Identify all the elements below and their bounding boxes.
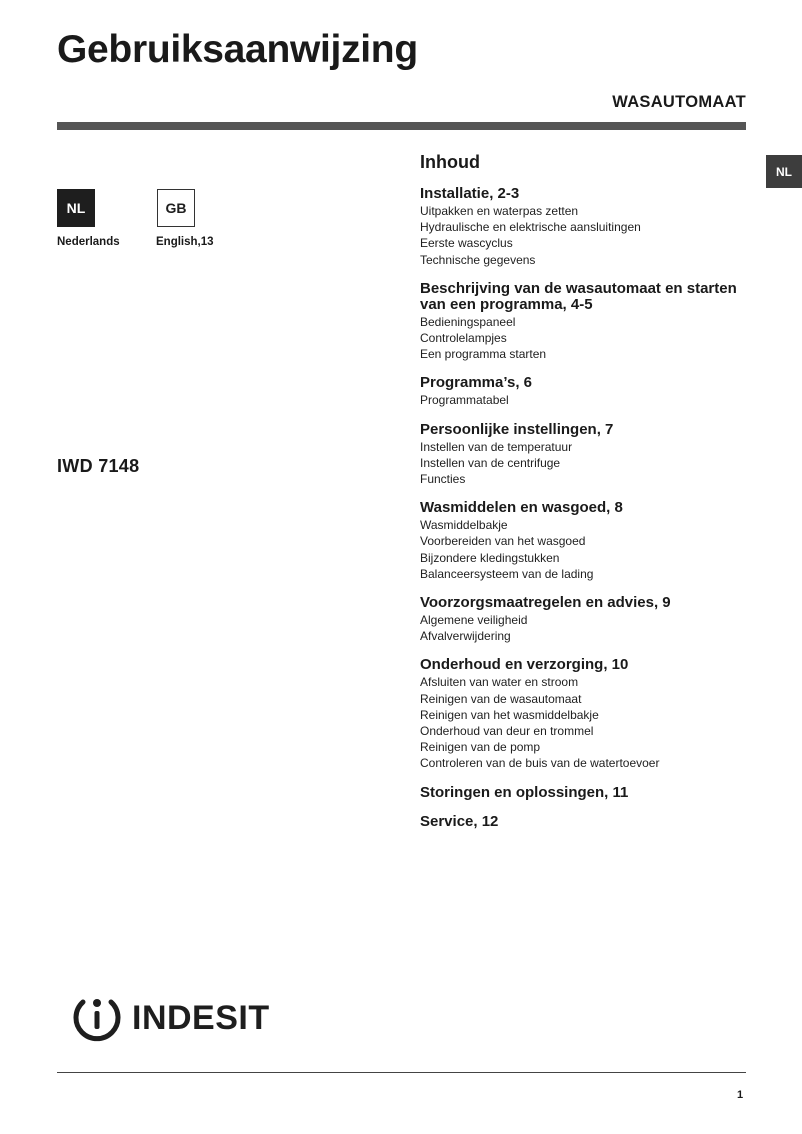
toc-item[interactable]: Onderhoud van deur en trommel — [420, 724, 594, 739]
toc-section — [420, 375, 750, 408]
document-title: Gebruiksaanwijzing — [57, 28, 418, 71]
toc-section-title[interactable]: Service, 12 — [420, 812, 499, 830]
toc-item[interactable]: Controleren van de buis van de watertoevoer — [420, 756, 660, 771]
toc-section-title[interactable]: Installatie, 2-3 — [420, 185, 520, 202]
language-side-tab: NL — [766, 155, 802, 188]
toc-item[interactable]: Uitpakken en waterpas zetten — [420, 204, 579, 218]
brand-logo — [70, 994, 270, 1042]
toc-item[interactable]: Reinigen van het wasmiddelbakje — [420, 707, 599, 722]
toc-heading: Inhoud — [420, 152, 480, 172]
language-selector-nl[interactable] — [57, 189, 120, 248]
language-label-nl: Nederlands — [57, 236, 120, 248]
toc-item[interactable]: Controlelampjes — [420, 331, 507, 346]
indesit-power-logo-icon — [70, 994, 124, 1042]
page-number: 1 — [737, 1089, 744, 1101]
toc-section-title[interactable]: Persoonlijke instellingen, 7 — [420, 420, 614, 438]
toc-item[interactable]: Afvalverwijdering — [420, 629, 511, 644]
toc-sections — [420, 186, 750, 830]
toc-section — [420, 422, 750, 488]
toc-item[interactable]: Afsluiten van water en stroom — [420, 675, 579, 690]
toc-item[interactable]: Eerste wascyclus — [420, 236, 513, 251]
toc-item[interactable]: Programmatabel — [420, 393, 509, 408]
brand-name: INDESIT — [132, 998, 270, 1037]
toc-item[interactable]: Algemene veiligheid — [420, 613, 528, 628]
toc-item[interactable]: Reinigen van de wasautomaat — [420, 691, 582, 706]
footer-divider — [57, 1072, 746, 1073]
toc-section — [420, 186, 750, 268]
toc-section-title[interactable]: Onderhoud en verzorging, 10 — [420, 656, 629, 674]
toc-section-title[interactable]: Programma’s, 6 — [420, 374, 532, 392]
toc-section — [420, 281, 750, 363]
toc-section-title[interactable]: Wasmiddelen en wasgoed, 8 — [420, 499, 623, 517]
toc-item[interactable]: Voorbereiden van het wasgoed — [420, 534, 586, 549]
language-code-gb[interactable]: GB — [157, 189, 195, 227]
toc-item[interactable]: Technische gegevens — [420, 252, 536, 267]
toc-item[interactable]: Reinigen van de pomp — [420, 740, 541, 755]
toc-item[interactable]: Instellen van de temperatuur — [420, 439, 573, 454]
toc-item[interactable]: Bijzondere kledingstukken — [420, 550, 560, 565]
toc-item[interactable]: Bedieningspaneel — [420, 314, 516, 329]
toc-item[interactable]: Een programma starten — [420, 347, 547, 362]
model-number: IWD 7148 — [57, 456, 140, 476]
toc-item[interactable]: Functies — [420, 472, 466, 487]
toc-section-title[interactable]: Beschrijving van de wasautomaat en starten van een programma, 4-5 — [420, 279, 737, 313]
toc-section-title[interactable]: Storingen en oplossingen, 11 — [420, 783, 629, 801]
toc-section-title[interactable]: Voorzorgsmaatregelen en advies, 9 — [420, 594, 671, 612]
language-code-nl[interactable]: NL — [57, 189, 95, 227]
toc-section — [420, 500, 750, 582]
toc-section — [420, 657, 750, 771]
header-divider — [57, 122, 746, 130]
document-subtitle: WASAUTOMAAT — [612, 93, 746, 111]
toc-section — [420, 814, 750, 830]
language-label-gb: English,13 — [156, 236, 214, 248]
language-selector-gb[interactable] — [157, 189, 214, 248]
toc-item[interactable]: Instellen van de centrifuge — [420, 455, 561, 470]
toc-section — [420, 785, 750, 801]
table-of-contents — [420, 150, 750, 843]
toc-item[interactable]: Wasmiddelbakje — [420, 518, 508, 533]
toc-section — [420, 595, 750, 644]
toc-item[interactable]: Balanceersysteem van de lading — [420, 566, 594, 581]
toc-item[interactable]: Hydraulische en elektrische aansluitingen — [420, 220, 641, 235]
